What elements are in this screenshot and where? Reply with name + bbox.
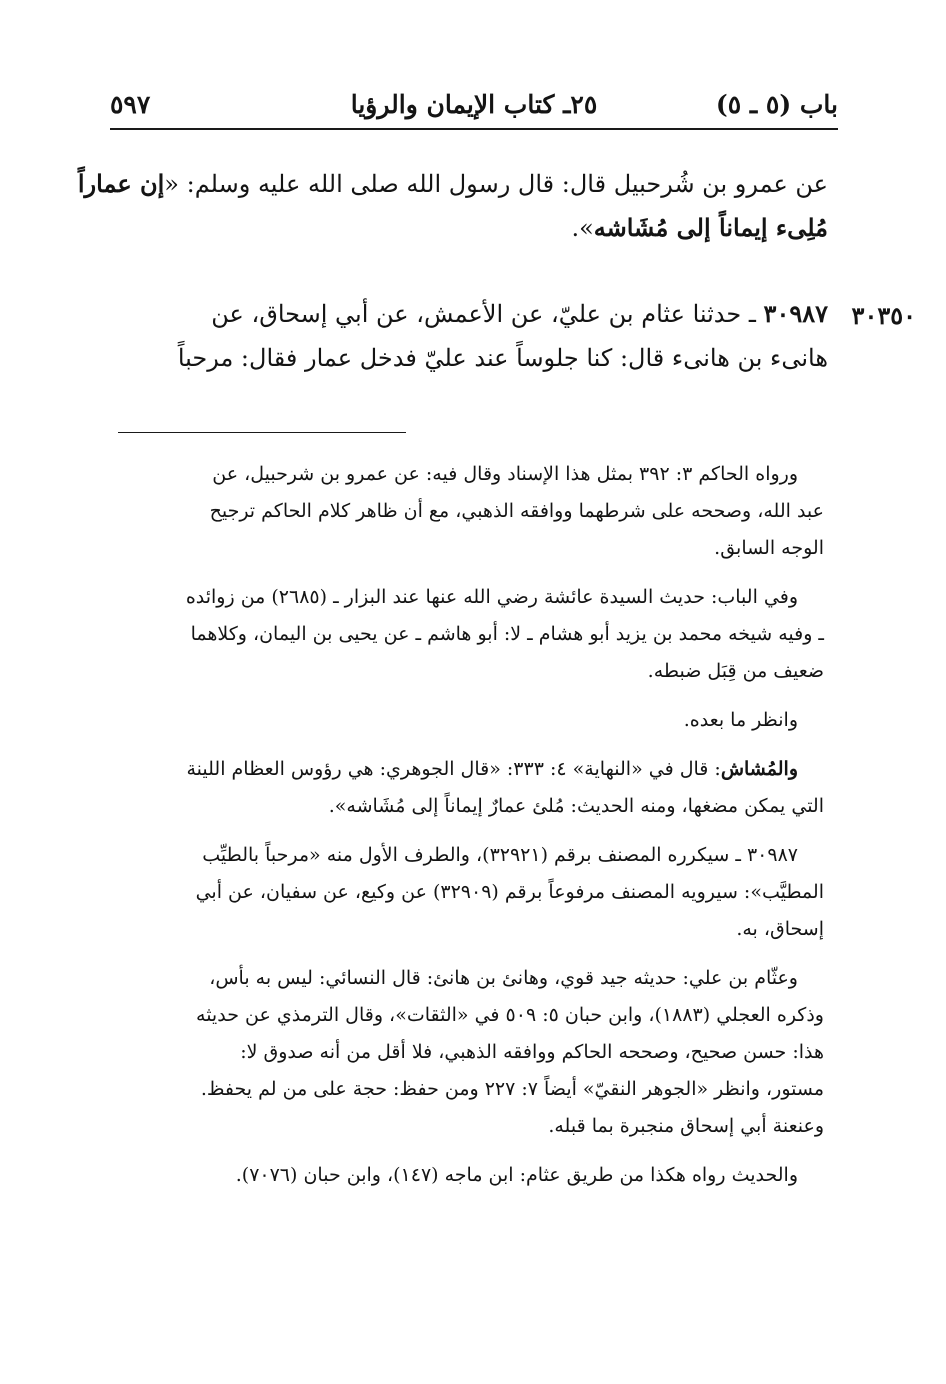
- footnote: [110, 960, 824, 1145]
- footnote: [110, 751, 824, 825]
- main-paragraph-continuation: [77, 162, 828, 250]
- header-rule: [110, 128, 838, 130]
- footnote-line: ـ وفيه شيخه محمد بن يزيد أبو هشام ـ لا: أبو هاشم ـ عن يحيى بن اليمان، وكلاهما: [190, 623, 824, 645]
- hadith-quote: مُلِىء إيماناً إلى مُشَاشه: [593, 213, 828, 242]
- footnote: [110, 1157, 824, 1194]
- running-header: [110, 88, 838, 128]
- main-text: ـ حدثنا عثام بن عليّ، عن الأعمش، عن أبي إسحاق، عن: [211, 300, 756, 328]
- main-line: [110, 336, 828, 380]
- main-line: [77, 162, 828, 206]
- chapter-section-label: باب (٥ ـ ٥): [715, 90, 838, 119]
- main-text: هانىء بن هانىء قال: كنا جلوساً عند عليّ فدخل عمار فقال: مرحباً: [177, 344, 828, 372]
- footnote-line: وانظر ما بعده.: [683, 709, 798, 731]
- footnote-separator: [118, 432, 406, 433]
- footnote: [110, 837, 824, 948]
- footnote-line: ضعيف من قِبَل ضبطه.: [647, 660, 824, 682]
- margin-hadith-number: ٣٠٣٥٠: [851, 301, 916, 330]
- footnote-line: [110, 751, 824, 788]
- main-line: [110, 292, 828, 336]
- footnote-line: إسحاق، به.: [736, 918, 824, 940]
- footnote-line: وعثّام بن علي: حديثه جيد قوي، وهانئ بن هانئ: قال النسائي: ليس به بأس،: [209, 967, 798, 989]
- footnote: [110, 702, 824, 739]
- footnote-line: التي يمكن مضغها، ومنه الحديث: مُلئ عمارٌ إيماناً إلى مُشَاشه».: [328, 795, 824, 817]
- footnote-line: وذكره العجلي (١٨٨٣)، وابن حبان ٥: ٥٠٩ في «الثقات»، وقال الترمذي عن حديثه: [196, 1004, 824, 1026]
- footnote-text: : قال في «النهاية» ٤: ٣٣٣: «قال الجوهري: هي رؤوس العظام اللينة: [186, 758, 721, 780]
- footnote: [110, 456, 824, 567]
- footnote-line: وعنعنة أبي إسحاق منجبرة بما قبله.: [548, 1115, 824, 1137]
- footnotes: [110, 456, 824, 1206]
- book-title: ٢٥ـ كتاب الإيمان والرؤيا: [350, 90, 598, 119]
- main-text: ».: [571, 214, 594, 242]
- footnote: [110, 579, 824, 690]
- footnote-line: الوجه السابق.: [714, 537, 824, 559]
- page-number: ٥٩٧: [110, 90, 151, 119]
- footnote-line: والحديث رواه هكذا من طريق عثام: ابن ماجه (١٤٧)، وابن حبان (٧٠٧٦).: [235, 1164, 798, 1186]
- footnote-line: هذا: حسن صحيح، وصححه الحاكم ووافقه الذهبي، فلا أقل من أنه صدوق لا:: [240, 1041, 824, 1063]
- hadith-paragraph: [110, 292, 828, 380]
- footnote-line: عبد الله، وصححه على شرطهما ووافقه الذهبي، مع أن ظاهر كلام الحاكم ترجيح: [209, 500, 824, 522]
- footnote-line: وفي الباب: حديث السيدة عائشة رضي الله عنها عند البزار ـ (٢٦٨٥) من زوائده: [185, 586, 798, 608]
- defined-term: والمُشاش: [720, 758, 798, 780]
- footnote-line: ورواه الحاكم ٣: ٣٩٢ بمثل هذا الإسناد وقال فيه: عن عمرو بن شرحبيل، عن: [212, 463, 798, 485]
- footnote-line: ٣٠٩٨٧ ـ سيكرره المصنف برقم (٣٢٩٢١)، والطرف الأول منه «مرحباً بالطيِّب: [202, 844, 798, 866]
- main-line: [110, 206, 828, 250]
- hadith-number: ٣٠٩٨٧: [763, 299, 828, 328]
- main-text: عن عمرو بن شُرحبيل قال: قال رسول الله صلى الله عليه وسلم: «: [164, 170, 828, 198]
- footnote-line: مستور، وانظر «الجوهر النقيّ» أيضاً ٧: ٢٢٧ ومن حفظ: حجة على من لم يحفظ.: [200, 1078, 824, 1100]
- hadith-quote: إن عماراً: [77, 169, 165, 198]
- footnote-line: المطيَّب»: سيرويه المصنف مرفوعاً برقم (٣٢٩٠٩) عن وكيع، عن سفيان، عن أبي: [195, 881, 824, 903]
